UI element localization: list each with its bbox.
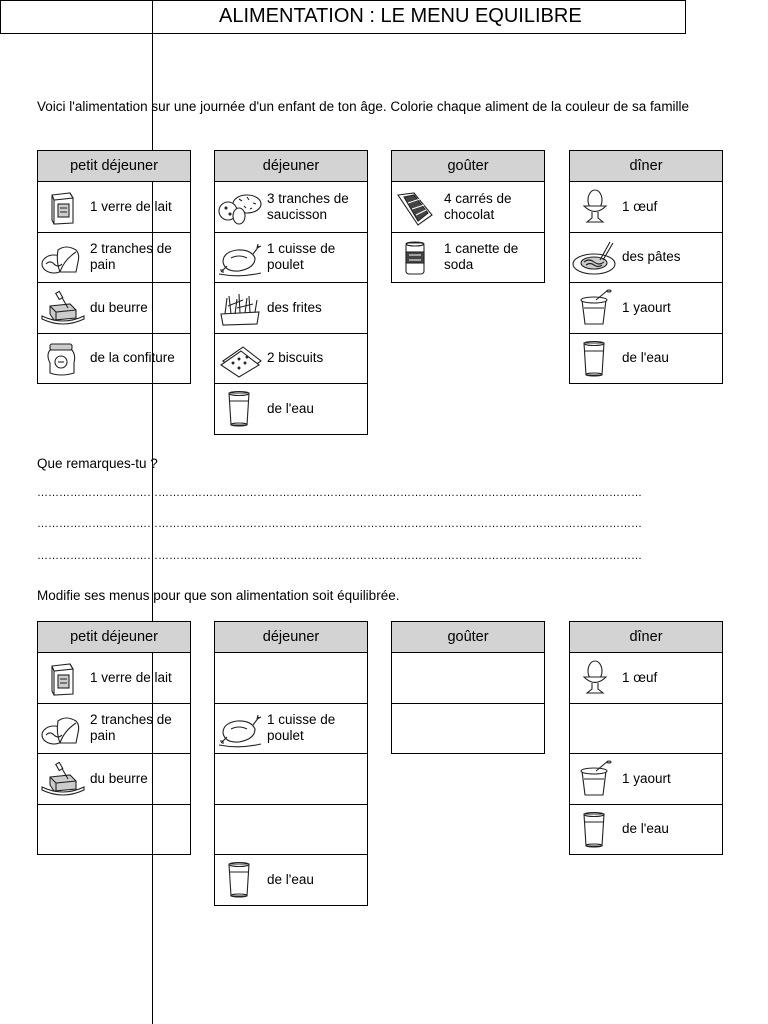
- egg-cup-icon: [572, 189, 618, 225]
- biscuit-icon: [217, 341, 263, 377]
- menu-item-label: [90, 805, 186, 855]
- menu-item-label: de l'eau: [622, 350, 669, 366]
- menu-heading: goûter: [392, 151, 544, 182]
- water-glass-icon: [217, 862, 263, 898]
- menu-item-label: 1 œuf: [622, 198, 658, 214]
- menu-item-empty[interactable]: [215, 805, 367, 856]
- menu-item[interactable]: [215, 855, 367, 906]
- menu-item-label: 1 cuisse de poulet: [267, 712, 336, 744]
- menu-column-gouter: [391, 150, 545, 283]
- menu-item-label: 2 tranches de pain: [90, 712, 172, 744]
- menu-heading: dîner: [570, 622, 722, 653]
- menu-item-label: [267, 653, 363, 703]
- water-glass-icon: [217, 391, 263, 427]
- menu-item-label: 1 yaourt: [622, 770, 671, 786]
- menu-item-empty[interactable]: [38, 805, 190, 856]
- question-text: Que remarques-tu ?: [37, 456, 158, 471]
- menu-item-label: de l'eau: [622, 821, 669, 837]
- milk-carton-icon: [40, 660, 86, 696]
- menu-item-label: 3 tranches de saucisson: [267, 190, 349, 222]
- answer-line-1[interactable]: …………………………………………………………………………………………………………………………………………………: [37, 487, 642, 499]
- menu-item-empty[interactable]: [215, 754, 367, 805]
- menu-item[interactable]: [570, 805, 722, 856]
- answer-line-3[interactable]: …………………………………………………………………………………………………………………………………………………: [37, 550, 642, 562]
- title-box: [0, 0, 686, 34]
- menu-item-label: [622, 704, 718, 754]
- menu-item[interactable]: [38, 704, 190, 755]
- yogurt-icon: [572, 761, 618, 797]
- fries-icon: [217, 290, 263, 326]
- menu-item-label: [444, 653, 540, 703]
- menu-item-label: 4 carrés de chocolat: [444, 190, 512, 222]
- milk-carton-icon: [40, 189, 86, 225]
- menu-item-label: de l'eau: [267, 871, 314, 887]
- menu-column-petit-dejeuner: [37, 621, 191, 855]
- menu-heading: petit déjeuner: [38, 151, 190, 182]
- sausage-icon: [217, 189, 263, 225]
- menu-item[interactable]: [38, 334, 190, 385]
- menu-item-label: 1 verre de lait: [90, 669, 172, 685]
- roast-chicken-icon: [217, 711, 263, 747]
- jam-jar-icon: [40, 341, 86, 377]
- menu-item[interactable]: [570, 653, 722, 704]
- menu-column-gouter: [391, 621, 545, 754]
- page-title: ALIMENTATION : LE MENU EQUILIBRE: [219, 5, 582, 27]
- menu-item[interactable]: [38, 283, 190, 334]
- menu-item-label: 1 canette de soda: [444, 241, 519, 273]
- egg-cup-icon: [572, 660, 618, 696]
- intro-text: Voici l'alimentation sur une journée d'un enfant de ton âge. Colorie chaque aliment de la couleur de sa famille: [37, 99, 690, 114]
- menu-column-diner: [569, 621, 723, 855]
- menu-column-dejeuner: [214, 150, 368, 435]
- menu-item-label: 2 biscuits: [267, 350, 324, 366]
- soda-can-icon: [394, 240, 440, 276]
- menu-item[interactable]: [38, 754, 190, 805]
- menu-column-dejeuner: [214, 621, 368, 906]
- menu-item-empty[interactable]: [215, 653, 367, 704]
- menu-heading: petit déjeuner: [38, 622, 190, 653]
- instruction-text: Modifie ses menus pour que son alimentation soit équilibrée.: [37, 588, 400, 603]
- menu-heading: déjeuner: [215, 622, 367, 653]
- pasta-plate-icon: [572, 240, 618, 276]
- answer-line-2[interactable]: …………………………………………………………………………………………………………………………………………………: [37, 518, 642, 530]
- menu-item-empty[interactable]: [392, 653, 544, 704]
- menu-item[interactable]: [215, 384, 367, 435]
- menu-item-label: 1 cuisse de poulet: [267, 241, 336, 273]
- menu-item[interactable]: [215, 334, 367, 385]
- menu-column-diner: [569, 150, 723, 384]
- menu-item[interactable]: [215, 704, 367, 755]
- menu-item-label: de l'eau: [267, 400, 314, 416]
- menu-item[interactable]: [570, 283, 722, 334]
- butter-icon: [40, 761, 86, 797]
- menu-item-label: des frites: [267, 299, 322, 315]
- menu-item[interactable]: [570, 334, 722, 385]
- menu-item-label: du beurre: [90, 299, 148, 315]
- menu-item-label: des pâtes: [622, 249, 681, 265]
- menu-item-label: de la confiture: [90, 350, 175, 366]
- menu-item[interactable]: [570, 182, 722, 233]
- chocolate-icon: [394, 189, 440, 225]
- menu-item[interactable]: [570, 233, 722, 284]
- butter-icon: [40, 290, 86, 326]
- menu-item-label: 1 verre de lait: [90, 198, 172, 214]
- menu-heading: déjeuner: [215, 151, 367, 182]
- menu-item-label: [444, 704, 540, 754]
- menu-item[interactable]: [38, 653, 190, 704]
- menu-item[interactable]: [215, 182, 367, 233]
- menu-item[interactable]: [38, 233, 190, 284]
- menu-heading: dîner: [570, 151, 722, 182]
- roast-chicken-icon: [217, 240, 263, 276]
- menu-item[interactable]: [215, 283, 367, 334]
- water-glass-icon: [572, 341, 618, 377]
- menu-item-label: [267, 754, 363, 804]
- menu-item-label: [267, 805, 363, 855]
- menu-item-empty[interactable]: [392, 704, 544, 755]
- bread-icon: [40, 711, 86, 747]
- menu-item[interactable]: [570, 754, 722, 805]
- water-glass-icon: [572, 812, 618, 848]
- menu-item[interactable]: [392, 182, 544, 233]
- menu-item-label: 1 yaourt: [622, 299, 671, 315]
- menu-heading: goûter: [392, 622, 544, 653]
- menu-item[interactable]: [215, 233, 367, 284]
- bread-icon: [40, 240, 86, 276]
- menu-item-label: du beurre: [90, 770, 148, 786]
- menu-column-petit-dejeuner: [37, 150, 191, 384]
- menu-item-label: 2 tranches de pain: [90, 241, 172, 273]
- menu-item[interactable]: [392, 233, 544, 284]
- menu-item[interactable]: [38, 182, 190, 233]
- yogurt-icon: [572, 290, 618, 326]
- menu-item-label: 1 œuf: [622, 669, 658, 685]
- menu-item-empty[interactable]: [570, 704, 722, 755]
